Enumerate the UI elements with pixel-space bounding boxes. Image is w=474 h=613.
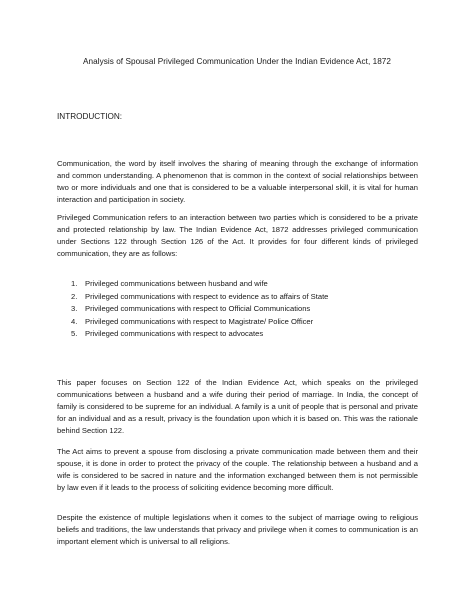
paragraph-communication: Communication, the word by itself involves the sharing of meaning through the exchange of information and common understanding. A phenomenon that is common in the context of social relationships between two or more individuals and one that is considered to be a valuable interpersonal skill, it is vital for human interaction and participation in society. xyxy=(57,159,418,204)
list-item-text: Privileged communications with respect to Magistrate/ Police Officer xyxy=(85,316,314,326)
paragraph-act-aims: The Act aims to prevent a spouse from disclosing a private communication made between them and their spouse, it is done in order to protect the privacy of the couple. The relationship between a husband and a wife is considered to be sacred in nature and the information exchanged between them is not permissible by law even if it leads to the process of soliciting evidence becoming more difficult. xyxy=(57,447,418,492)
paragraph-privileged-communication: Privileged Communication refers to an interaction between two parties which is considered to be a private and protected relationship by law. The Indian Evidence Act, 1872 addresses privileged communication under Sections 122 through Section 126 of the Act. It provides for four different kinds of privileged communication, they are as follows: xyxy=(57,213,418,258)
document-title: Analysis of Spousal Privileged Communication Under the Indian Evidence Act, 1872 xyxy=(82,57,392,66)
list-item xyxy=(57,303,418,316)
list-item xyxy=(57,328,418,341)
list-item-text: Privileged communications with respect to evidence as to affairs of State xyxy=(85,291,329,301)
list-item-number: 1. xyxy=(71,279,78,288)
paragraph-section-122: This paper focuses on Section 122 of the Indian Evidence Act, which speaks on the privileged communications between a husband and a wife during their period of marriage. In India, the concept of family is considered to be supreme for an individual. A family is a unit of people that is personal and private for an individual and as a result, privacy is the foundation upon which it is based on. This was the rationale behind Section 122. xyxy=(57,378,418,435)
list-item-text: Privileged communications with respect to Official Communications xyxy=(85,304,311,313)
paragraph-legislations: Despite the existence of multiple legislations when it comes to the subject of marriage owing to religious beliefs and traditions, the law understands that privacy and privilege when it comes to communication is an important element which is universal to all religions. xyxy=(57,513,418,546)
list-item-number: 5. xyxy=(71,329,78,338)
privileged-communication-list xyxy=(57,278,418,341)
list-item-number: 3. xyxy=(71,304,78,313)
list-item-text: Privileged communications with respect to advocates xyxy=(85,329,264,338)
list-item-number: 4. xyxy=(71,316,78,326)
list-item-text: Privileged communications between husband and wife xyxy=(85,279,268,288)
list-item xyxy=(57,316,418,329)
list-item xyxy=(57,291,418,304)
list-item-number: 2. xyxy=(71,291,78,301)
list-item xyxy=(57,278,418,291)
section-heading: INTRODUCTION: xyxy=(57,112,123,121)
